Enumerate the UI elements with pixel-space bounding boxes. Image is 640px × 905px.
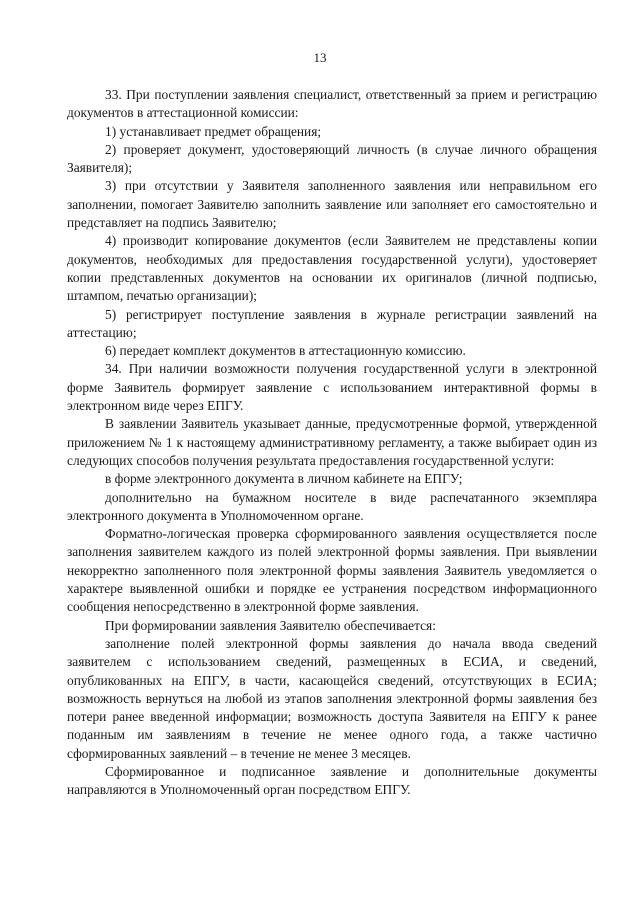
paragraph-form-provisions-intro: При формировании заявления Заявителю обеспечивается: — [105, 617, 436, 633]
paragraph-33-item-6: 6) передает комплект документов в аттестационную комиссию. — [105, 343, 466, 359]
paragraph-result-option-paper: дополнительно на бумажном носителе в виде распечатанного экземпляра электронного документа в Уполномоченном органе. — [67, 489, 597, 523]
paragraph-33-item-1: 1) устанавливает предмет обращения; — [105, 123, 322, 139]
paragraph-33-intro: 33. При поступлении заявления специалист, ответственный за прием и регистрацию документов в аттестационной комиссии: — [67, 87, 597, 121]
paragraph-33-item-5: 5) регистрирует поступление заявления в журнале регистрации заявлений на аттестацию; — [67, 306, 597, 340]
paragraph-33-item-2: 2) проверяет документ, удостоверяющий личность (в случае личного обращения Заявителя); — [67, 141, 597, 176]
paragraph-application-data: В заявлении Заявитель указывает данные, предусмотренные формой, утвержденной приложением № 1 к настоящему административному регламенту, а также выбирает один из следующих способов получения результата предоставления государственной услуги: — [67, 416, 597, 468]
paragraph-result-option-electronic: в форме электронного документа в личном кабинете на ЕПГУ; — [105, 471, 463, 487]
paragraph-33-item-3: 3) при отсутствии у Заявителя заполненного заявления или неправильном его заполнении, помогает Заявителю заполнить заявление или заполняет его самостоятельно и представляет на подпись Заявителю; — [67, 178, 597, 231]
paragraph-format-check: Форматно-логическая проверка сформированного заявления осуществляется после заполнения заявителем каждого из полей электронной формы заявления. При выявлении некорректно заполненного поля электронной формы заявления Заявитель уведомляется о характере выявленной ошибки и порядке ее устранения посредством информационного сообщения непосредственно в электронной форме заявления. — [67, 526, 597, 615]
paragraph-form-provisions: заполнение полей электронной формы заявления до начала ввода сведений заявителем с использованием сведений, размещенных в ЕСИА, и сведений, опубликованных на ЕПГУ, в части, касающейся сведений, отсутствующих в ЕСИА; возможность вернуться на любой из этапов заполнения электронной формы заявления без потери ранее введенной информации; возможность доступа Заявителя на ЕПГУ к ранее поданным им заявлениям в течение не менее одного года, а также частично сформированных заявлений – в течение не менее 3 месяцев. — [67, 635, 597, 761]
page-number: 13 — [313, 50, 327, 65]
paragraph-submission: Сформированное и подписанное заявление и дополнительные документы направляются в Уполномоченный орган посредством ЕПГУ. — [67, 763, 597, 798]
paragraph-34-intro: 34. При наличии возможности получения государственной услуги в электронной форме Заявитель формирует заявление с использованием интерактивной формы в электронном виде через ЕПГУ. — [67, 361, 597, 414]
paragraph-33-item-4: 4) производит копирование документов (если Заявителем не представлены копии документов, необходимых для предоставления государственной услуги), удостоверяет копии представленных документов на основании их оригиналов (личной подписью, штампом, печатью организации); — [67, 233, 597, 304]
document-body — [67, 86, 597, 800]
